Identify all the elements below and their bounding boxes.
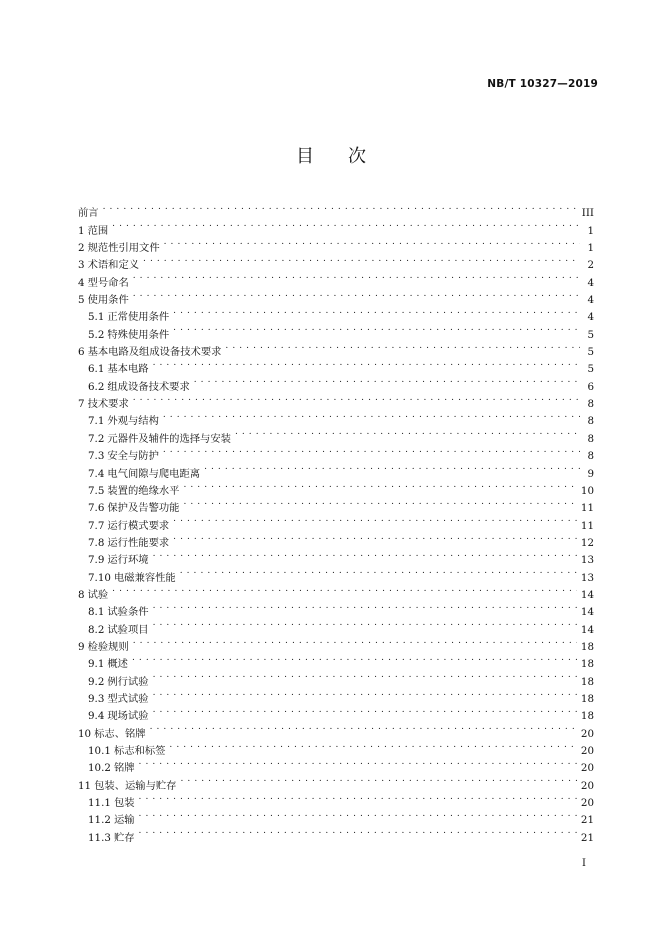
toc-entry-page: 8 [587,398,594,411]
toc-entry[interactable] [78,771,594,792]
toc-entry-number: 11.3 [88,831,111,844]
toc-dot-leader [163,407,580,424]
toc-entry-number: 11 [78,779,92,792]
toc-entry-label: 铭牌 [113,762,135,775]
toc-dot-leader [139,823,577,840]
toc-entry[interactable] [78,563,594,584]
toc-entry-label: 电磁兼容性能 [113,571,176,584]
toc-entry-number: 9.1 [88,658,105,671]
toc-entry-page: 5 [587,328,594,341]
toc-entry-label: 例行试验 [107,675,149,688]
toc-entry-number: 8.1 [88,606,105,619]
toc-dot-leader [133,633,577,650]
toc-entry[interactable] [78,685,594,705]
toc-dot-leader [183,477,576,494]
toc-entry-number: 9.2 [88,675,105,688]
toc-entry-page: 2 [587,259,594,272]
toc-entry-page: 4 [587,311,594,324]
toc-entry-page: 21 [580,814,594,827]
toc-dot-leader [139,789,577,806]
toc-entry[interactable] [78,355,594,376]
toc-entry-number: 6 [78,346,85,359]
toc-entry-number: 7.4 [88,467,105,480]
toc-entry-page: 1 [587,224,594,237]
toc-entry[interactable] [78,702,594,723]
table-of-contents [78,199,594,844]
toc-entry-page: III [581,207,594,220]
toc-entry[interactable] [78,268,594,289]
toc-entry[interactable] [78,754,594,775]
toc-dot-leader [153,667,577,684]
toc-entry-number: 2 [78,242,85,255]
toc-entry-page: 4 [587,294,594,307]
toc-entry[interactable] [78,650,594,671]
toc-entry-label: 范围 [87,224,109,237]
toc-entry-label: 概述 [107,658,128,671]
toc-entry[interactable] [78,216,594,237]
toc-entry-label: 运行模式要求 [107,519,170,532]
toc-entry-page: 4 [587,276,594,289]
toc-entry-number: 6.1 [88,363,105,376]
toc-entry-label: 外观与结构 [107,415,159,428]
toc-dot-leader [153,615,577,632]
toc-entry-label: 电气间隙与爬电距离 [107,467,201,480]
toc-dot-leader [173,320,580,337]
toc-entry-number: 7.1 [88,415,105,428]
toc-entry-page: 14 [580,623,594,636]
toc-entry[interactable] [78,615,594,636]
toc-entry-number: 7.2 [88,432,105,445]
toc-dot-leader [153,546,577,563]
toc-entry-number: 4 [78,276,85,289]
toc-entry-label: 规范性引用文件 [87,242,160,255]
toc-entry-label: 装置的绝缘水平 [107,484,180,497]
toc-dot-leader [153,685,577,702]
toc-entry[interactable] [78,234,594,255]
toc-entry-label: 型号命名 [87,276,129,289]
toc-entry-number: 7.7 [88,519,105,532]
toc-entry-number: 5.1 [88,311,105,324]
toc-entry-number: 7 [78,398,85,411]
document-number: NB/T 10327—2019 [487,78,598,90]
toc-dot-leader [173,529,577,546]
toc-entry[interactable] [78,633,594,653]
toc-entry-label: 现场试验 [107,710,149,723]
toc-entry-page: 12 [580,536,594,549]
toc-entry-label: 包装、运输与贮存 [94,779,177,792]
toc-entry-page: 18 [580,692,594,705]
toc-entry[interactable] [78,598,594,619]
toc-entry-page: 18 [580,675,594,688]
toc-entry-number: 5 [78,294,85,307]
toc-dot-leader [153,702,577,719]
toc-entry-label: 包装 [113,797,135,810]
toc-dot-leader [139,806,577,823]
page-number: I [582,858,586,869]
toc-entry-number: 5.2 [88,328,105,341]
toc-dot-leader [235,424,580,441]
toc-entry[interactable] [78,581,594,601]
toc-dot-leader [112,216,580,233]
toc-entry-page: 18 [580,640,594,653]
toc-entry-label: 检验规则 [87,640,129,653]
toc-entry[interactable] [78,667,594,688]
toc-entry-label: 基本电路 [107,363,149,376]
toc-dot-leader [163,442,580,459]
toc-dot-leader [173,511,577,528]
page-title [0,146,662,168]
toc-entry-page: 18 [580,710,594,723]
toc-entry-number: 7.5 [88,484,105,497]
toc-entry-label: 标志和标签 [113,745,166,757]
toc-entry-page: 21 [580,831,594,844]
toc-entry[interactable] [78,719,594,740]
toc-entry[interactable] [78,407,594,428]
toc-entry-label: 标志、铭牌 [94,727,146,740]
toc-dot-leader [133,390,580,407]
toc-entry[interactable] [78,823,594,844]
toc-entry-page: 20 [580,779,594,792]
toc-entry-number: 11.1 [88,797,111,810]
toc-entry-page: 14 [580,588,594,601]
toc-dot-leader [139,754,577,771]
toc-entry-label: 保护及告警功能 [107,502,180,515]
toc-entry-page: 18 [580,658,594,671]
toc-entry-page: 8 [587,415,594,428]
toc-entry-number: 11.2 [88,814,111,827]
toc-dot-leader [169,737,576,754]
toc-entry-page: 11 [580,502,594,515]
toc-entry-number: 7.9 [88,554,105,567]
toc-dot-leader [225,338,580,355]
toc-dot-leader [194,372,580,389]
toc-entry-page: 5 [587,346,594,359]
toc-entry[interactable] [78,251,594,272]
toc-dot-leader [103,199,578,216]
toc-entry-page: 14 [580,606,594,619]
toc-dot-leader [153,355,580,372]
toc-entry-label: 基本电路及组成设备技术要求 [87,346,222,359]
toc-entry-page: 9 [587,467,594,480]
title-char-1: 目 [296,146,314,167]
toc-entry-label: 贮存 [113,831,135,844]
toc-entry[interactable] [78,199,594,220]
toc-entry-number: 9.3 [88,692,105,705]
toc-entry-page: 8 [587,432,594,445]
toc-entry-label: 术语和定义 [87,259,140,272]
toc-entry-label: 前言 [78,207,99,220]
toc-entry-page: 20 [580,797,594,810]
toc-dot-leader [133,268,580,285]
toc-entry-number: 10.2 [88,762,111,775]
toc-entry-number: 7.10 [88,571,111,584]
toc-entry-page: 10 [580,484,594,497]
toc-dot-leader [183,494,576,511]
toc-entry-label: 使用条件 [87,294,129,307]
toc-entry-page: 8 [587,450,594,463]
toc-entry-number: 6.2 [88,380,105,393]
toc-entry-label: 运输 [113,814,135,827]
toc-entry-number: 1 [78,224,85,237]
toc-entry-label: 组成设备技术要求 [107,380,190,393]
toc-dot-leader [150,719,577,736]
toc-entry-page: 5 [587,363,594,376]
toc-entry-label: 试验条件 [107,606,149,619]
toc-entry[interactable] [78,286,594,307]
toc-entry-number: 9.4 [88,710,105,723]
toc-dot-leader [132,650,577,667]
toc-entry[interactable] [78,737,594,757]
toc-entry-label: 元器件及辅件的选择与安装 [107,432,231,445]
toc-dot-leader [153,598,577,615]
toc-entry-page: 6 [587,380,594,393]
toc-entry[interactable] [78,546,594,567]
toc-entry-label: 正常使用条件 [107,311,170,324]
title-char-2: 次 [348,146,366,167]
toc-entry[interactable] [78,789,594,810]
toc-entry-page: 1 [587,242,594,255]
toc-entry[interactable] [78,806,594,827]
toc-entry-number: 10 [78,727,92,740]
toc-entry-page: 20 [580,762,594,775]
toc-entry-page: 20 [580,745,594,757]
toc-entry-page: 13 [580,571,594,584]
toc-dot-leader [204,459,580,476]
toc-entry-label: 运行性能要求 [107,536,170,549]
toc-entry[interactable] [78,303,594,324]
toc-entry-number: 8.2 [88,623,105,636]
toc-entry-label: 安全与防护 [107,450,159,463]
toc-dot-leader [173,303,580,320]
toc-entry-number: 7.8 [88,536,105,549]
toc-entry-number: 9 [78,640,85,653]
toc-entry-number: 7.6 [88,502,105,515]
toc-entry-number: 7.3 [88,450,105,463]
toc-entry[interactable] [78,390,594,411]
toc-dot-leader [133,286,580,303]
toc-dot-leader [112,581,577,598]
toc-entry[interactable] [78,372,594,393]
toc-dot-leader [180,771,576,788]
toc-dot-leader [164,234,580,251]
toc-entry-page: 20 [580,727,594,740]
toc-entry-label: 技术要求 [87,398,129,411]
toc-entry-number: 10.1 [88,745,111,757]
toc-entry-page: 13 [580,554,594,567]
toc-entry-label: 试验 [87,588,109,601]
toc-entry-page: 11 [580,519,594,532]
toc-entry-label: 运行环境 [107,554,149,567]
toc-entry-number: 3 [78,259,85,272]
toc-entry-label: 试验项目 [107,623,149,636]
toc-entry-number: 8 [78,588,85,601]
toc-dot-leader [180,563,577,580]
toc-entry-label: 型式试验 [107,692,149,705]
toc-entry-label: 特殊使用条件 [107,328,170,341]
toc-dot-leader [143,251,580,268]
